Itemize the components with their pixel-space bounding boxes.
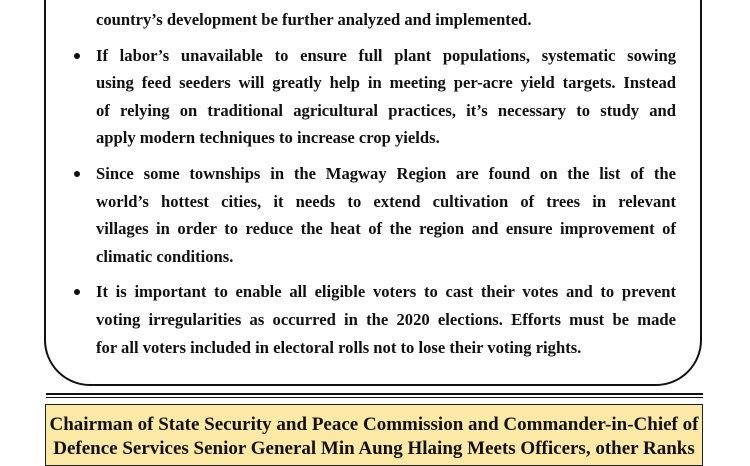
- bullet-line: voting irregularities as occurred in the 2020 elections. Efforts must be made: [96, 309, 676, 329]
- bullet-line: It is important to enable all eligible voters to cast their votes and to prevent: [96, 282, 676, 302]
- bullet-line: climatic conditions.: [96, 246, 234, 266]
- headline-line-1: Chairman of State Security and Peace Commission and Commander-in-Chief of: [49, 414, 699, 435]
- headline-line-2: Defence Services Senior General Min Aung Hlaing Meets Officers, other Ranks: [53, 438, 695, 459]
- bullet-line: of relying on traditional agricultural practices, it’s necessary to study and: [96, 100, 676, 120]
- bullet-item-sowing: [70, 42, 676, 152]
- bullet-line: using feed seeders will greatly help in meeting per-acre yield targets. Instead: [96, 73, 676, 93]
- bullet-line: villages in order to reduce the heat of the region and ensure improvement of: [96, 219, 676, 239]
- bullet-line: If labor’s unavailable to ensure full plant populations, systematic sowing: [96, 45, 676, 65]
- section-divider-thin: [46, 397, 703, 398]
- intro-line: country’s development be further analyzed and implemented.: [96, 10, 532, 29]
- bullet-line: apply modern techniques to increase crop yields.: [96, 128, 440, 148]
- section-divider: [46, 393, 703, 395]
- bullet-item-trees: [70, 160, 676, 270]
- bullet-line: for all voters included in electoral rolls not to lose their voting rights.: [96, 337, 582, 357]
- bullet-dot-icon: [74, 53, 80, 59]
- article-headline: [45, 404, 703, 466]
- bullet-list: [70, 6, 676, 361]
- bullet-dot-icon: [74, 289, 80, 295]
- bullet-line: Since some townships in the Magway Region are found on the list of the: [96, 163, 676, 183]
- bullet-line: world’s hottest cities, it needs to extend cultivation of trees in relevant: [96, 191, 676, 211]
- bullet-item-voters: [70, 278, 676, 361]
- bullet-dot-icon: [74, 171, 80, 177]
